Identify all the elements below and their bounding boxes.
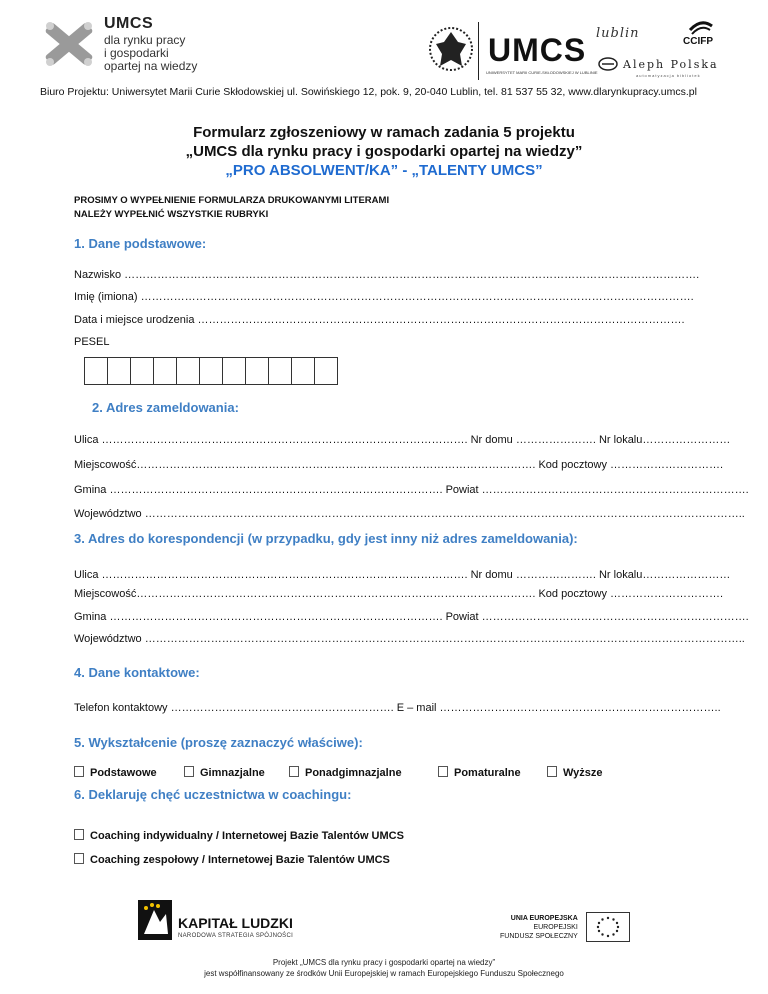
eu-fund-text: UNIA EUROPEJSKA EUROPEJSKI FUNDUSZ SPOŁECZNY	[500, 915, 578, 940]
field-gmina[interactable]: Gmina ………………………………………………………………………………. Powiat ……………………………………………………………….	[74, 484, 749, 496]
edu-option-podstawowe[interactable]: Podstawowe	[74, 766, 157, 779]
section-1-heading: 1. Dane podstawowe:	[74, 236, 207, 251]
pesel-digit-box[interactable]	[246, 358, 269, 384]
instruction-note-2: NALEŻY WYPEŁNIĆ WSZYSTKIE RUBRYKI	[74, 209, 269, 220]
section-3-heading: 3. Adres do korespondencji (w przypadku, gdy jest inny niż adres zameldowania):	[74, 531, 578, 546]
edu-option-pomaturalne[interactable]: Pomaturalne	[438, 766, 521, 779]
aleph-logo: Aleph Polska	[623, 58, 719, 71]
section-6-heading: 6. Deklaruję chęć uczestnictwa w coachingu:	[74, 787, 352, 802]
field-kor-miejscowosc[interactable]: Miejscowość………………………………………………………………………………………………. Kod pocztowy ………………………….	[74, 588, 724, 600]
field-data-urodzenia[interactable]: Data i miejsce urodzenia …………………………………………………………………………………………………………………….	[74, 314, 685, 326]
cciff-logo: CCIFP	[683, 36, 713, 47]
edu-option-wyzsze[interactable]: Wyższe	[547, 766, 603, 779]
field-kor-ulica[interactable]: Ulica ………………………………………………………………………………………. Nr domu …………………. Nr lokalu……………………	[74, 569, 731, 581]
field-kor-gmina[interactable]: Gmina ………………………………………………………………………………. Powiat ……………………………………………………………….	[74, 611, 749, 623]
aleph-logo-icon	[598, 56, 618, 72]
checkbox-icon[interactable]	[74, 766, 84, 777]
checkbox-icon[interactable]	[289, 766, 299, 777]
coaching-option-individual[interactable]: Coaching indywidualny / Internetowej Bazie Talentów UMCS	[74, 829, 404, 842]
coaching-option-team[interactable]: Coaching zespołowy / Internetowej Bazie Talentów UMCS	[74, 853, 390, 866]
instruction-note-1: PROSIMY O WYPEŁNIENIE FORMULARZA DRUKOWANYMI LITERAMI	[74, 195, 390, 206]
umcs-center-logo: UMCS	[488, 32, 587, 68]
umcs-project-logo-icon	[38, 18, 100, 70]
header-separator	[478, 22, 479, 80]
cciff-logo-icon	[688, 18, 714, 36]
pesel-digit-box[interactable]	[154, 358, 177, 384]
umcs-logo-subtitle: dla rynku pracy i gospodarki opartej na wiedzy	[104, 33, 198, 73]
edu-option-ponadgimnazjalne[interactable]: Ponadgimnazjalne	[289, 766, 402, 779]
field-nazwisko[interactable]: Nazwisko ………………………………………………………………………………………………………………………………………….	[74, 269, 700, 281]
bureau-address: Biuro Projektu: Uniwersytet Marii Curie Skłodowskiej ul. Sowińskiego 12, pok. 9, 20-040 Lublin, tel. 81 537 55 32, www.dlarynkupracy.umcs.pl	[40, 86, 697, 98]
pesel-digit-box[interactable]	[292, 358, 315, 384]
umcs-center-logo-sub: UNIWERSYTET MARII CURIE-SKŁODOWSKIEJ W LUBLINIE	[486, 70, 598, 75]
pesel-digit-box[interactable]	[315, 358, 337, 384]
kapital-ludzki-title: KAPITAŁ LUDZKI	[178, 915, 293, 931]
section-5-heading: 5. Wykształcenie (proszę zaznaczyć właściwe):	[74, 735, 363, 750]
footer-line-1: Projekt „UMCS dla rynku pracy i gospodarki opartej na wiedzy”	[272, 958, 496, 967]
umcs-emblem-icon	[428, 24, 474, 74]
pesel-boxes[interactable]	[84, 357, 338, 385]
pesel-digit-box[interactable]	[131, 358, 154, 384]
umcs-logo-title: UMCS	[104, 15, 154, 32]
field-wojewodztwo[interactable]: Województwo ………………………………………………………………………………………………………………………………………………..	[74, 508, 745, 520]
lublin-logo: lublin	[596, 26, 640, 41]
pesel-digit-box[interactable]	[108, 358, 131, 384]
field-kor-wojewodztwo[interactable]: Województwo ………………………………………………………………………………………………………………………………………………..	[74, 633, 745, 645]
section-2-heading: 2. Adres zameldowania:	[92, 400, 239, 415]
kapital-ludzki-sub: NARODOWA STRATEGIA SPÓJNOŚCI	[178, 933, 294, 939]
field-telefon-email[interactable]: Telefon kontaktowy ……………………………………………………. E – mail …………………………………………………………………..	[74, 702, 721, 714]
pesel-digit-box[interactable]	[223, 358, 246, 384]
checkbox-icon[interactable]	[547, 766, 557, 777]
field-ulica[interactable]: Ulica ………………………………………………………………………………………. Nr domu …………………. Nr lokalu……………………	[74, 434, 731, 446]
aleph-logo-sub: automatyzacja bibliotek	[636, 73, 701, 78]
kapital-ludzki-logo-icon	[138, 900, 172, 940]
form-title-line1: Formularz zgłoszeniowy w ramach zadania 5 projektu	[193, 124, 575, 141]
checkbox-icon[interactable]	[74, 829, 84, 840]
edu-option-gimnazjalne[interactable]: Gimnazjalne	[184, 766, 265, 779]
field-imie[interactable]: Imię (imiona) …………………………………………………………………………………………………………………………………….	[74, 291, 694, 303]
checkbox-icon[interactable]	[74, 853, 84, 864]
checkbox-icon[interactable]	[438, 766, 448, 777]
field-pesel-label: PESEL	[74, 336, 110, 348]
pesel-digit-box[interactable]	[85, 358, 108, 384]
pesel-digit-box[interactable]	[177, 358, 200, 384]
form-title-line2: „UMCS dla rynku pracy i gospodarki opartej na wiedzy”	[185, 143, 583, 160]
eu-flag-icon	[586, 912, 630, 942]
field-miejscowosc[interactable]: Miejscowość………………………………………………………………………………………………. Kod pocztowy ………………………….	[74, 459, 724, 471]
footer-line-2: jest współfinansowany ze środków Unii Europejskiej w ramach Europejskiego Funduszu Społecznego	[204, 969, 564, 978]
checkbox-icon[interactable]	[184, 766, 194, 777]
form-title-line3: „PRO ABSOLWENT/KA” - „TALENTY UMCS”	[225, 162, 543, 179]
pesel-digit-box[interactable]	[200, 358, 223, 384]
section-4-heading: 4. Dane kontaktowe:	[74, 665, 200, 680]
pesel-digit-box[interactable]	[269, 358, 292, 384]
